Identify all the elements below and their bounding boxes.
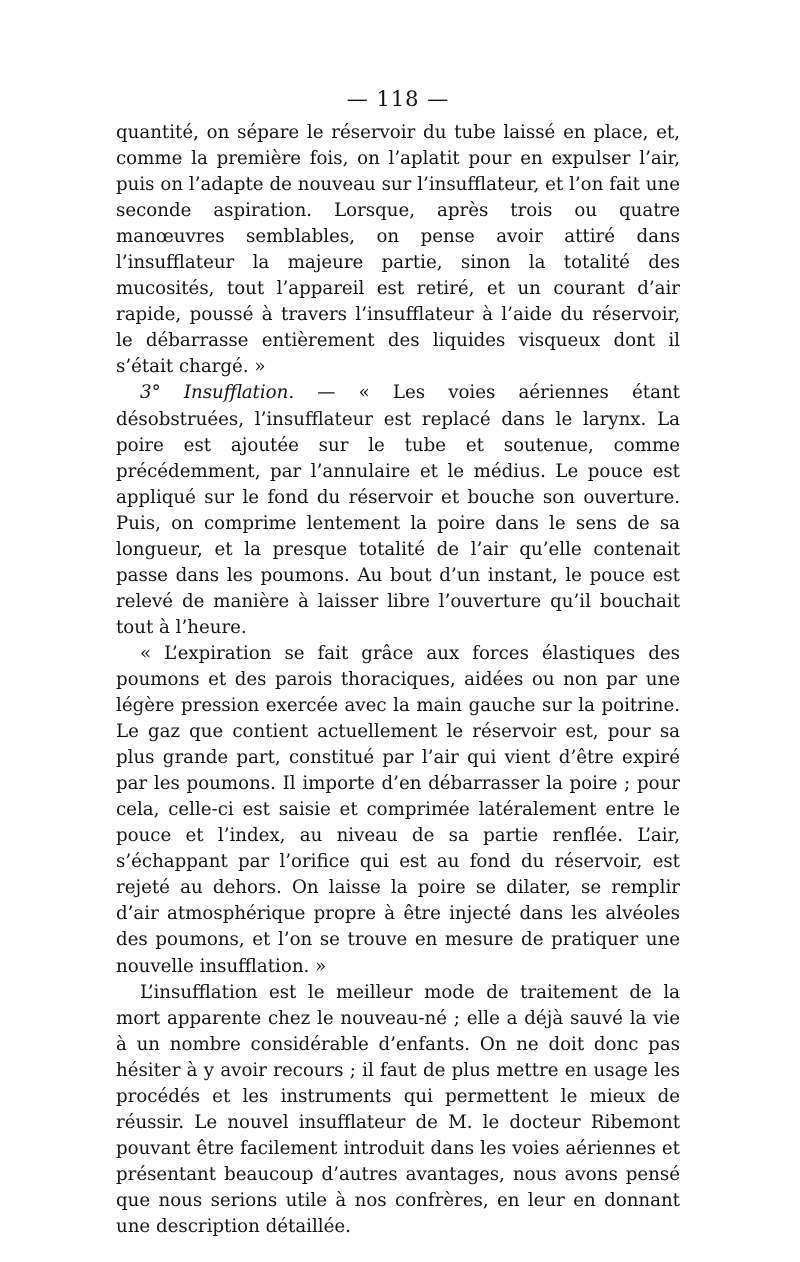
paragraph-continuation: quantité, on sépare le réservoir du tube laissé en place, et, comme la première fois, on l’aplatit pour en expulser l’air, puis on l’adapte de nouveau sur l’insufflateur, et l’on fait une seconde aspiration. Lorsque, après trois ou quatre manœuvres semblables, on pense avoir attiré dans l’insufflateur la majeure partie, sinon la totalité des mucosités, tout l’appareil est retiré, et un courant d’air rapide, poussé à travers l’insufflateur à l’aide du réservoir, le débarrasse entièrement des liquides visqueux dont il s’était chargé. » [116, 122, 680, 378]
paragraph-conclusion: L’insufflation est le meilleur mode de traitement de la mort apparente chez le nouveau-né ; elle a déjà sauvé la vie à un nombre considérable d’enfants. On ne doit donc pas hésiter à y avoir recours ; il faut de plus mettre en usage les procédés et les instruments qui permettent le mieux de réussir. Le nouvel insufflateur de M. le docteur Ribemont pouvant être facilement introduit dans les voies aériennes et présentant beaucoup d’autres avantages, nous avons pensé que nous serions utile à nos confrères, en leur en donnant une description détaillée. [116, 981, 680, 1237]
paragraph-expiration: « L’expiration se fait grâce aux forces élastiques des poumons et des parois thoraciques, aidées ou non par une légère pression exercée avec la main gauche sur la poitrine. Le gaz que contient actuellement le réservoir est, pour sa plus grande part, constitué par l’air qui vient d’être expiré par les poumons. Il importe d’en débarrasser la poire ; pour cela, celle-ci est saisie et comprimée latéralement entre le pouce et l’index, au niveau de sa partie renflée. L’air, s’échappant par l’orifice qui est au fond du réservoir, est rejeté au dehors. On laisse la poire se dilater, se remplir d’air atmosphérique propre à être injecté dans les alvéoles des poumons, et l’on se trouve en mesure de pratiquer une nouvelle insufflation. » [116, 642, 680, 977]
paragraph-insufflation-body: — « Les voies aériennes étant désobstruées, l’insufflateur est replacé dans le larynx. La poire est ajoutée sur le tube et soutenue, comme précédemment, par l’annulaire et le médius. Le pouce est appliqué sur le fond du réservoir et bouche son ouverture. Puis, on comprime lentement la poire dans le sens de sa longueur, et la presque totalité de l’air qu’elle contenait passe dans les poumons. Au bout d’un instant, le pouce est relevé de manière à laisser libre l’ouverture qu’il bouchait tout à l’heure. [116, 382, 680, 638]
page-number: — 118 — [346, 87, 450, 111]
paragraph-insufflation [116, 380, 680, 640]
book-page [116, 86, 680, 1240]
section-run-in-heading: 3° Insufflation. [140, 382, 295, 404]
